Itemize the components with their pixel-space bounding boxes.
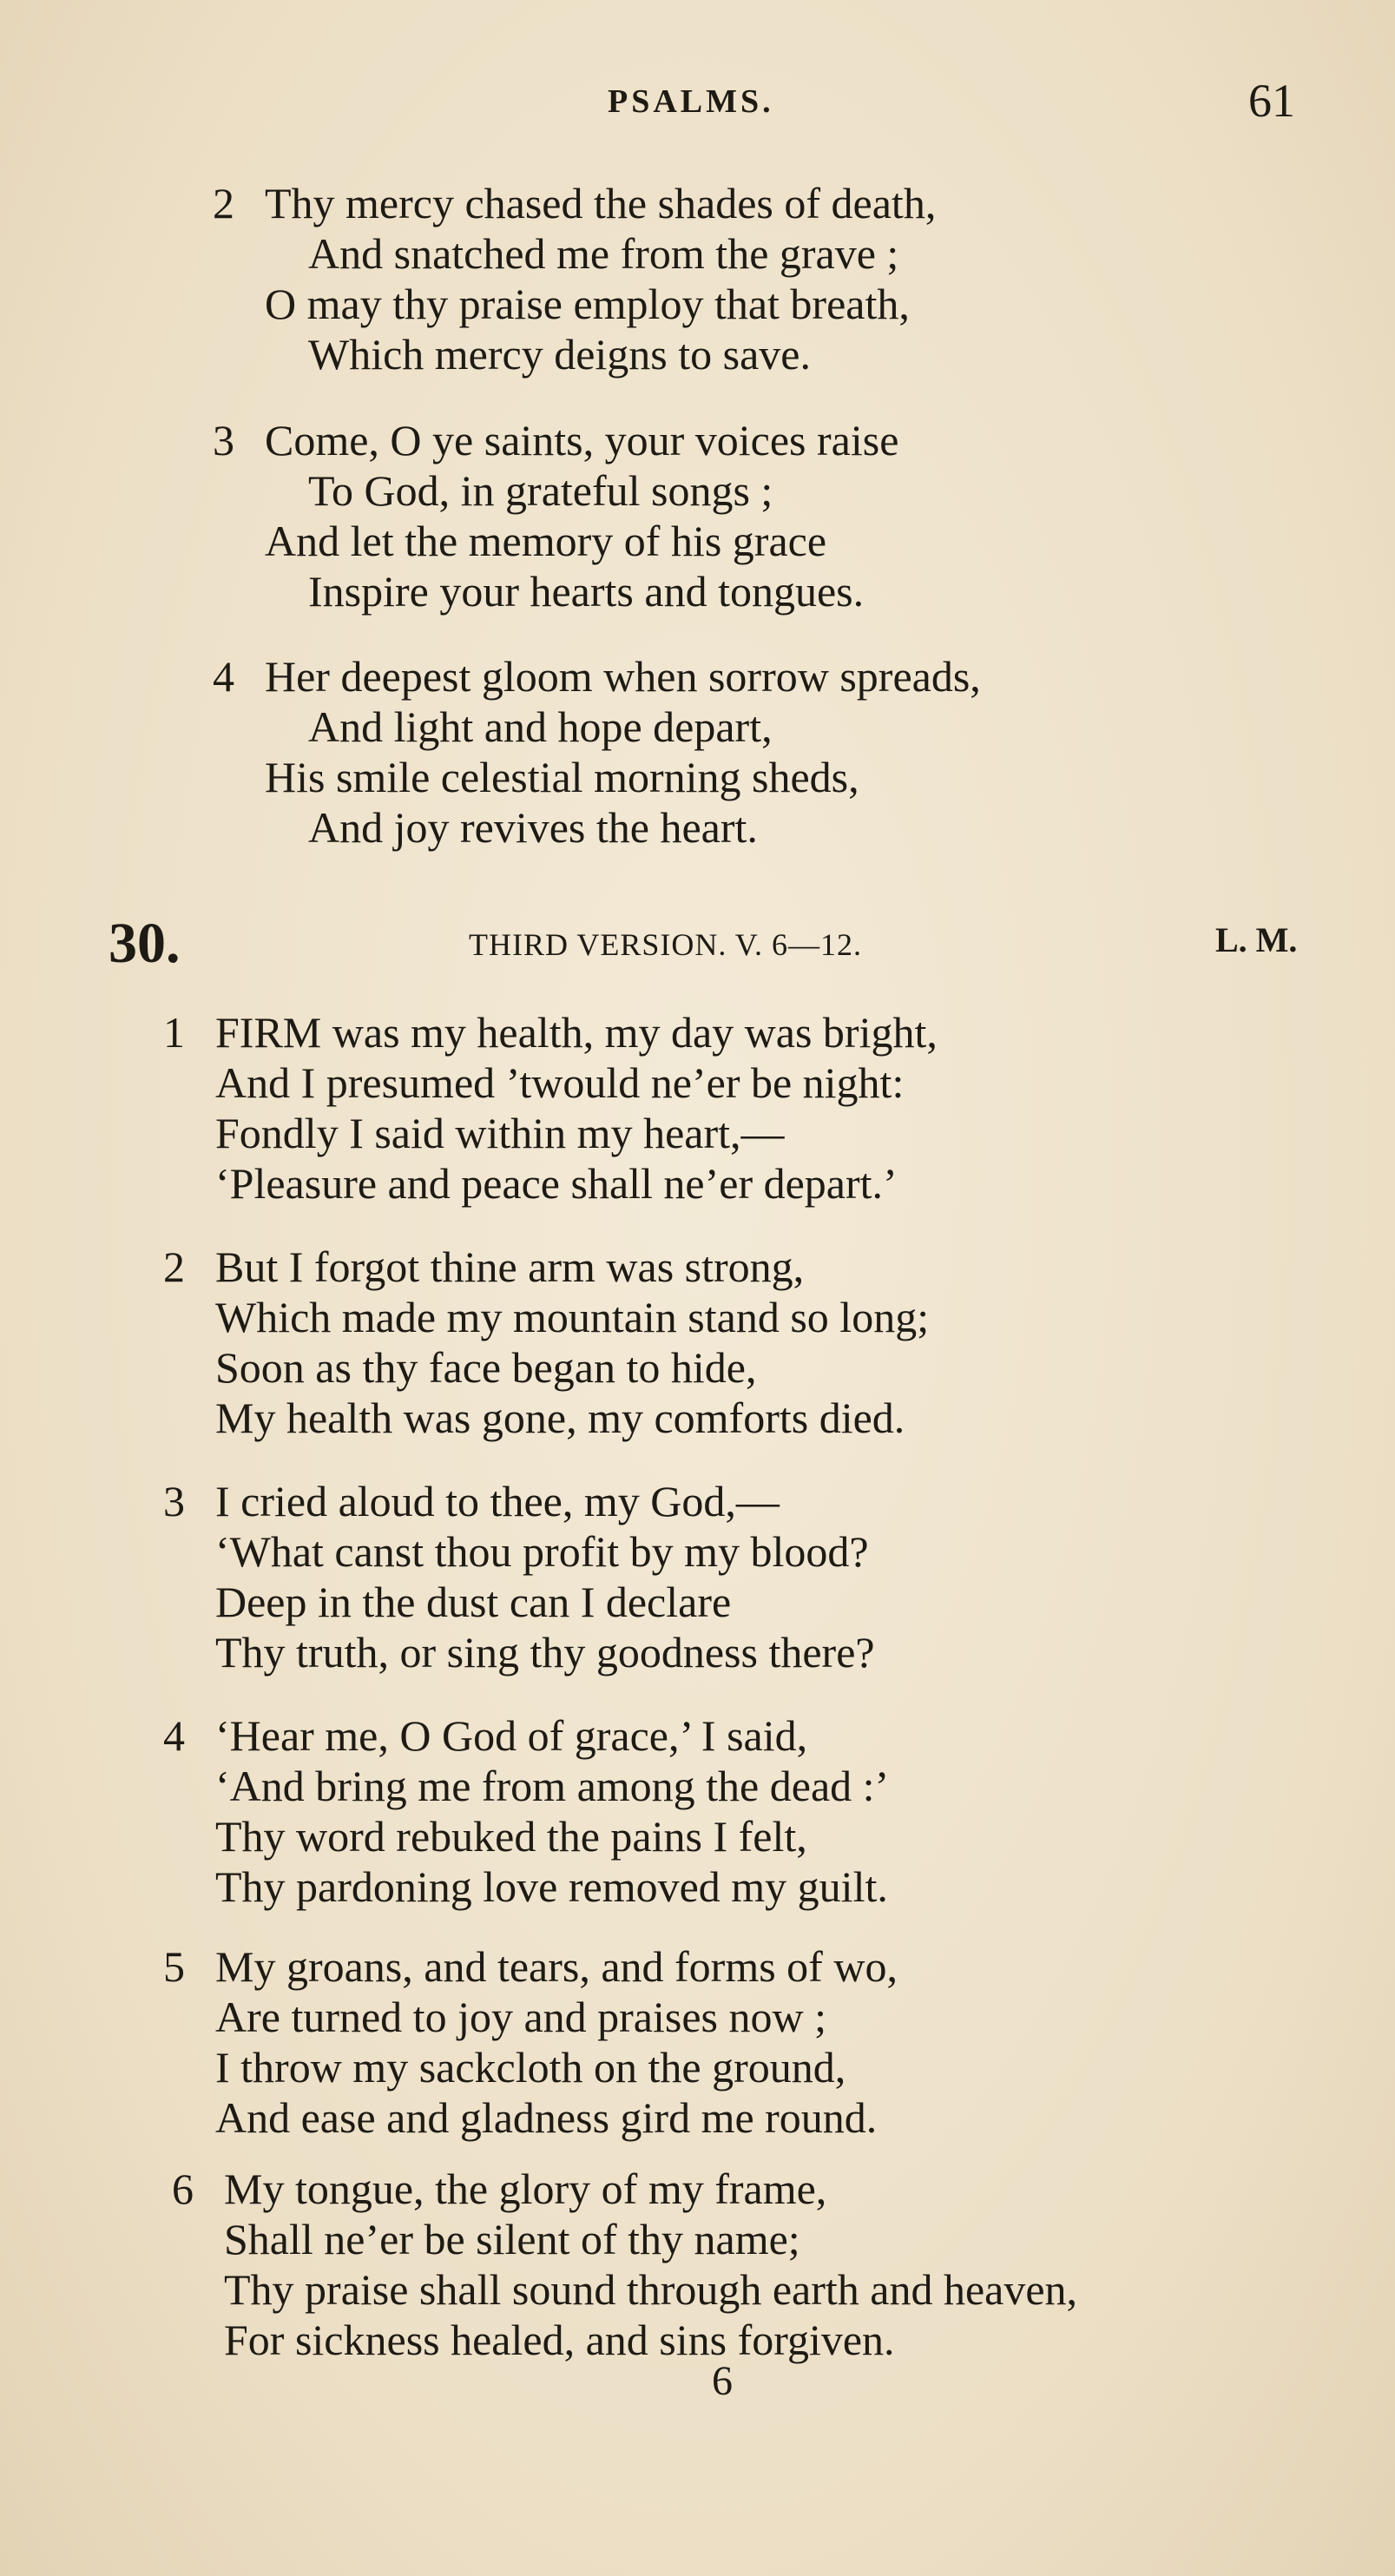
stanza-line: ‘Pleasure and peace shall ne’er depart.’ — [215, 1159, 898, 1208]
stanza-1 — [163, 1007, 938, 1209]
prev-stanza-2 — [213, 178, 936, 379]
stanza-4 — [163, 1710, 889, 1912]
stanza-line: And let the memory of his grace — [265, 517, 827, 565]
psalm-header — [109, 912, 1324, 977]
stanza-line: Fondly I said within my heart,— — [215, 1109, 785, 1157]
stanza-line: And joy revives the heart. — [308, 803, 758, 852]
stanza-line: 2 Thy mercy chased the shades of death, — [213, 179, 937, 227]
running-head: PSALMS. — [608, 83, 774, 120]
stanza-line: O may thy praise employ that breath, — [265, 280, 910, 328]
stanza-line: 2 But I forgot thine arm was strong, — [163, 1242, 805, 1291]
prev-stanza-4 — [213, 651, 981, 853]
meter-label: L. M. — [1215, 920, 1298, 959]
psalm-number: 30. — [109, 912, 181, 975]
prev-stanza-3 — [213, 415, 898, 616]
stanza-line: Thy word rebuked the pains I felt, — [215, 1812, 807, 1861]
stanza-line: And I presumed ’twould ne’er be night: — [215, 1058, 905, 1107]
stanza-line: ‘And bring me from among the dead :’ — [215, 1762, 890, 1810]
stanza-5 — [163, 1941, 898, 2143]
stanza-line: 3 I cried aloud to thee, my God,— — [163, 1477, 780, 1525]
stanza-line: Thy praise shall sound through earth and heaven, — [224, 2265, 1078, 2314]
stanza-line: Soon as thy face began to hide, — [215, 1343, 757, 1392]
stanza-6 — [172, 2164, 1077, 2365]
stanza-line: My health was gone, my comforts died. — [215, 1393, 905, 1442]
stanza-line: I throw my sackcloth on the ground, — [215, 2043, 846, 2092]
stanza-line: Deep in the dust can I declare — [215, 1578, 732, 1626]
stanza-line: Which mercy deigns to save. — [308, 330, 811, 379]
stanza-line: 1 FIRM was my health, my day was bright, — [163, 1008, 938, 1057]
stanza-line: For sickness healed, and sins forgiven. — [224, 2316, 895, 2364]
stanza-line: Are turned to joy and praises now ; — [215, 1993, 827, 2041]
stanza-line: Inspire your hearts and tongues. — [308, 567, 865, 616]
stanza-line: 5 My groans, and tears, and forms of wo, — [163, 1942, 898, 1991]
stanza-line: To God, in grateful songs ; — [308, 466, 773, 515]
stanza-line: 3 Come, O ye saints, your voices raise — [213, 416, 899, 464]
stanza-line: And ease and gladness gird me round. — [215, 2093, 878, 2142]
version-title: THIRD VERSION. V. 6—12. — [469, 927, 863, 962]
stanza-line: And light and hope depart, — [308, 702, 773, 751]
signature-mark: 6 — [712, 2358, 733, 2404]
page-number: 61 — [1248, 75, 1295, 127]
stanza-line: Thy truth, or sing thy goodness there? — [215, 1628, 875, 1677]
stanza-line: Shall ne’er be silent of thy name; — [224, 2215, 800, 2263]
stanza-line: 4 Her deepest gloom when sorrow spreads, — [213, 652, 981, 701]
stanza-3 — [163, 1476, 875, 1677]
stanza-line: Which made my mountain stand so long; — [215, 1293, 930, 1341]
stanza-2 — [163, 1242, 929, 1443]
stanza-line: And snatched me from the grave ; — [308, 229, 899, 278]
stanza-line: ‘What canst thou profit by my blood? — [215, 1527, 869, 1576]
stanza-line: His smile celestial morning sheds, — [265, 753, 859, 801]
stanza-line: Thy pardoning love removed my guilt. — [215, 1862, 888, 1911]
stanza-line: 6 My tongue, the glory of my frame, — [172, 2164, 827, 2213]
stanza-line: 4 ‘Hear me, O God of grace,’ I said, — [163, 1711, 808, 1760]
